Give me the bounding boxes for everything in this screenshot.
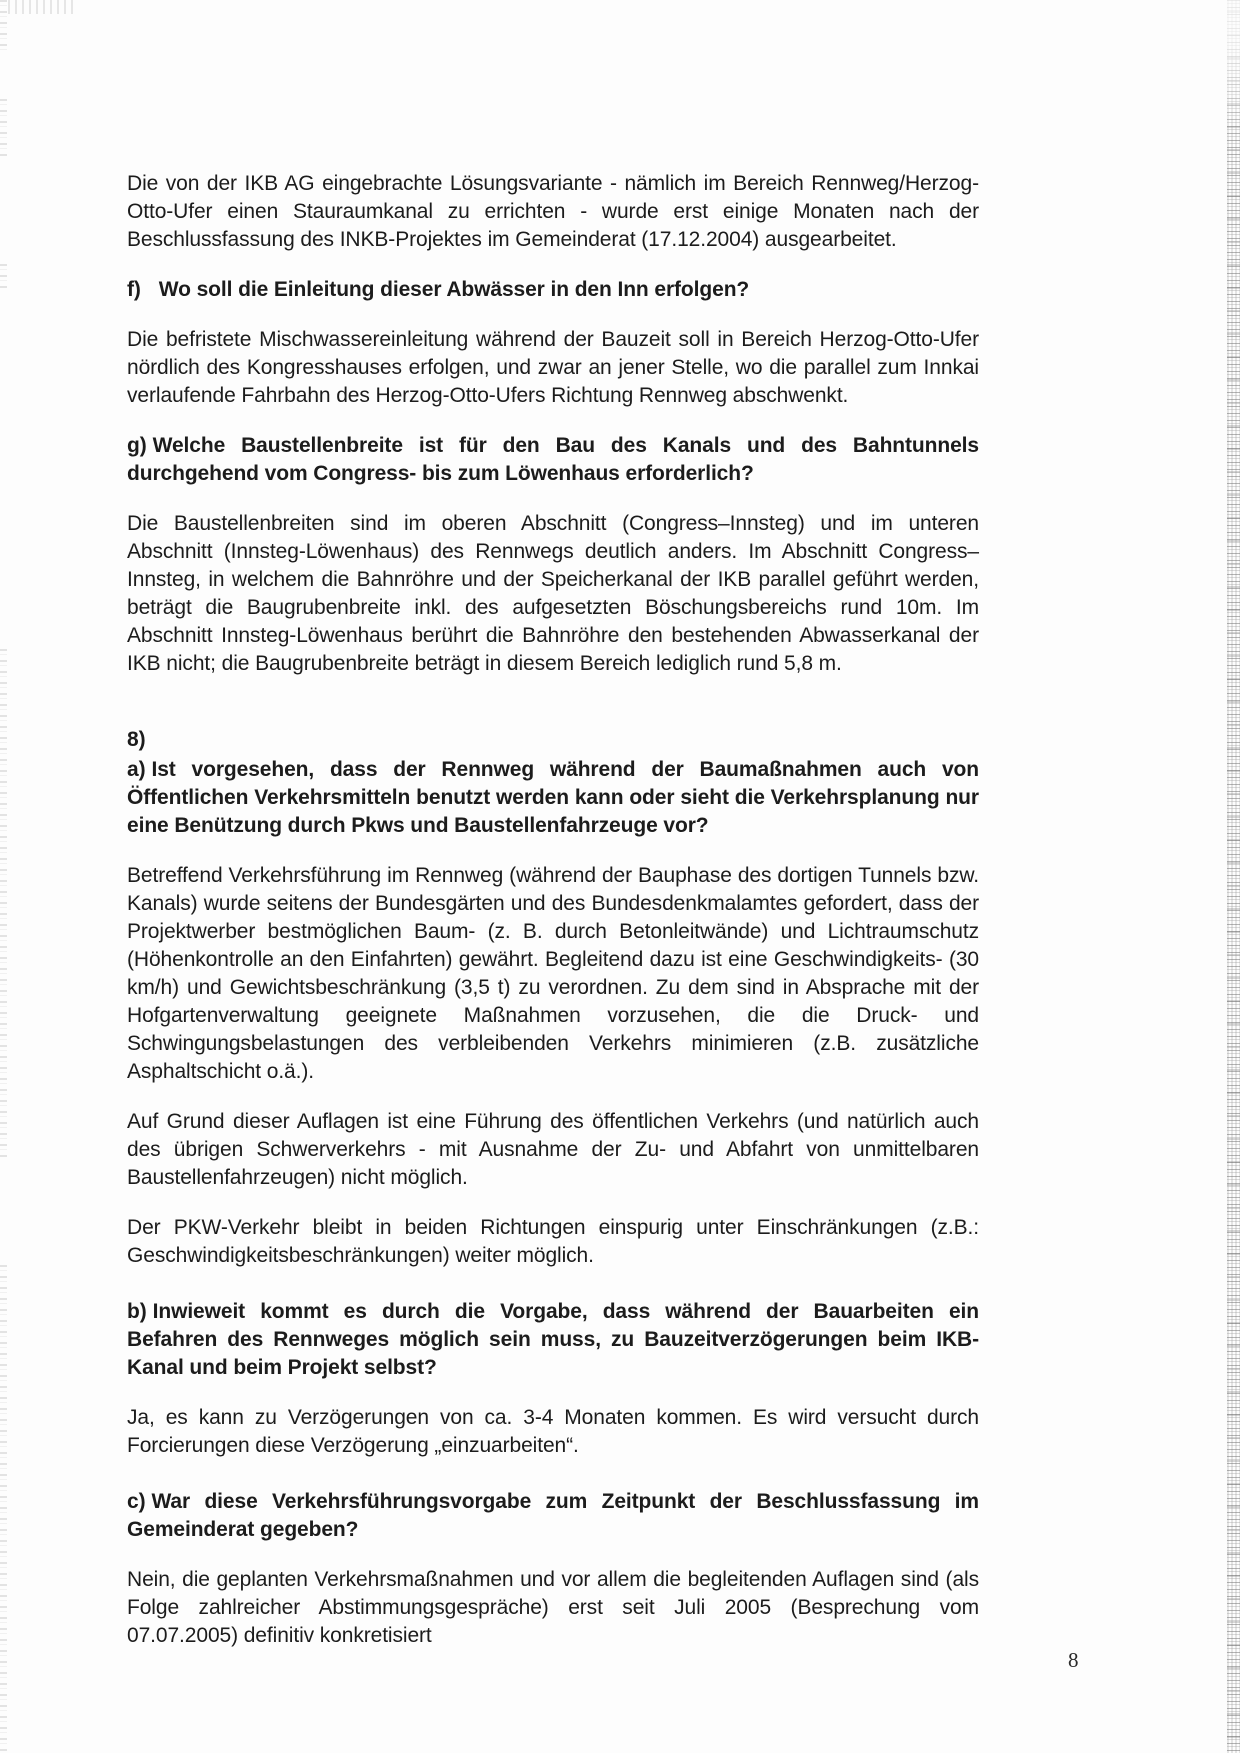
answer-8a-paragraph-1: Betreffend Verkehrsführung im Rennweg (während der Bauphase des dortigen Tunnels bzw. Kanals) wurde seitens der Bundesgärten und des Bundesdenkmalamtes gefordert, dass der Projektwerber bestmöglichen Baum- (z. B. durch Betonleitwände) und Lichtraumschutz (Höhenkontrolle an den Einfahrten) gewährt. Begleitend dazu ist eine Geschwindigkeits- (30 km/h) und Gewichtsbeschränkung (3,5 t) zu verordnen. Zu dem sind in Absprache mit der Hofgartenverwaltung geeignete Maßnahmen vorzusehen, die die Druck- und Schwingungsbelastungen des verbleibenden Verkehrs minimieren (z.B. zusätzliche Asphaltschicht o.ä.). [127,864,979,1083]
page-number: 8 [1068,1648,1079,1672]
question-g-heading [127,432,979,488]
question-8b-label: b) [127,1300,147,1323]
question-g-label: g) [127,434,147,457]
question-8a-heading [127,756,979,840]
answer-8c-paragraph: Nein, die geplanten Verkehrsmaßnahmen und vor allem die begleitenden Auflagen sind (als Folge zahlreicher Abstimmungsgespräche) erst seit Juli 2005 (Besprechung vom 07.07.2005) definitiv konkretisiert [127,1568,979,1647]
answer-8a-paragraph-3: Der PKW-Verkehr bleibt in beiden Richtungen einspurig unter Einschränkungen (z.B.: Geschwindigkeitsbeschränkungen) weiter möglich. [127,1216,979,1267]
question-f-label: f) [127,278,141,301]
scan-noise-left-edge [0,0,7,1753]
question-8c-text: War diese Verkehrsführungsvorgabe zum Zeitpunkt der Beschlussfassung im Gemeinderat gegeben? [127,1490,979,1541]
question-8b-text: Inwieweit kommt es durch die Vorgabe, dass während der Bauarbeiten ein Befahren des Rennweges möglich sein muss, zu Bauzeitverzögerungen beim IKB-Kanal und beim Projekt selbst? [127,1300,979,1379]
document-body [127,0,979,1672]
scan-noise-right-edge [1227,0,1240,1753]
answer-8a-paragraph-2: Auf Grund dieser Auflagen ist eine Führung des öffentlichen Verkehrs (und natürlich auch des übrigen Schwerverkehrs - mit Ausnahme der Zu- und Abfahrt von unmittelbaren Baustellenfahrzeugen) nicht möglich. [127,1110,979,1189]
section-8-label: 8) [127,728,146,751]
question-f-heading [127,276,979,304]
question-g-text: Welche Baustellenbreite ist für den Bau des Kanals und des Bahntunnels durchgehend vom Congress- bis zum Löwenhaus erforderlich? [127,434,979,485]
question-f-text: Wo soll die Einleitung dieser Abwässer in den Inn erfolgen? [158,278,750,301]
question-8a-text: Ist vorgesehen, dass der Rennweg während der Baumaßnahmen auch von Öffentlichen Verkehrsmitteln benutzt werden kann oder sieht die Verkehrsplanung nur eine Benützung durch Pkws und Baustellenfahrzeuge vor? [127,758,979,837]
answer-g-paragraph: Die Baustellenbreiten sind im oberen Abschnitt (Congress–Innsteg) und im unteren Abschnitt (Innsteg-Löwenhaus) des Rennwegs deutlich anders. Im Abschnitt Congress–Innsteg, in welchem die Bahnröhre und der Speicherkanal der IKB parallel geführt werden, beträgt die Baugrubenbreite inkl. des aufgesetzten Böschungsbereichs rund 10m. Im Abschnitt Innsteg-Löwenhaus berührt die Bahnröhre den bestehenden Abwasserkanal der IKB nicht; die Baugrubenbreite beträgt in diesem Bereich lediglich rund 5,8 m. [127,512,979,675]
question-8a-label: a) [127,758,146,781]
intro-paragraph: Die von der IKB AG eingebrachte Lösungsvariante - nämlich im Bereich Rennweg/Herzog-Otto-Ufer einen Stauraumkanal zu errichten - wurde erst einige Monaten nach der Beschlussfassung des INKB-Projektes im Gemeinderat (17.12.2004) ausgearbeitet. [127,172,979,251]
question-8b-heading [127,1298,979,1382]
question-8c-heading [127,1488,979,1544]
scan-noise-top-left [8,0,78,14]
answer-8b-paragraph: Ja, es kann zu Verzögerungen von ca. 3-4 Monaten kommen. Es wird versucht durch Forcierungen diese Verzögerung „einzuarbeiten“. [127,1406,979,1457]
answer-f-paragraph: Die befristete Mischwassereinleitung während der Bauzeit soll in Bereich Herzog-Otto-Ufer nördlich des Kongresshauses erfolgen, und zwar an jener Stelle, wo die parallel zum Innkai verlaufende Fahrbahn des Herzog-Otto-Ufers Richtung Rennweg abschwenkt. [127,328,979,407]
question-8c-label: c) [127,1490,146,1513]
